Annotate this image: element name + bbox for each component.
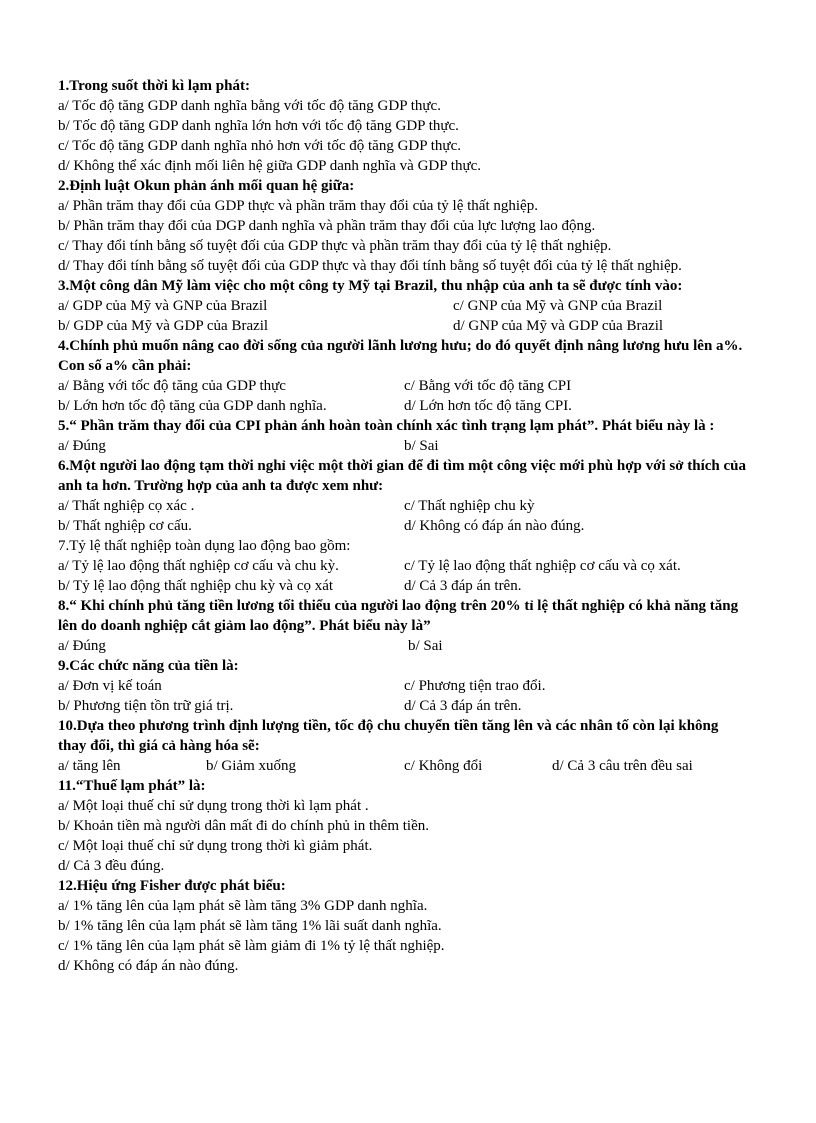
question-11-option-c: c/ Một loại thuế chỉ sử dụng trong thời kì giảm phát. (58, 838, 373, 854)
question-8-title: 8.“ Khi chính phủ tăng tiền lương tối thiểu của người lao động trên 20% tỉ lệ thất nghiệp có khả năng tăng lên do doanh nghiệp cắt giảm lao động”. Phát biểu này là” (58, 598, 739, 634)
question-8-option-b: b/ Sai (408, 638, 443, 654)
question-7-option-a: a/ Tỷ lệ lao động thất nghiệp cơ cấu và chu kỳ. (58, 558, 339, 574)
question-10-option-c: c/ Không đổi (404, 758, 483, 774)
question-11-title: 11.“Thuế lạm phát” là: (58, 778, 206, 794)
question-10-option-d: d/ Cả 3 câu trên đều sai (552, 758, 693, 774)
question-4-row-2 (58, 396, 758, 416)
question-2-option-b: b/ Phần trăm thay đổi của DGP danh nghĩa và phần trăm thay đổi của lực lượng lao động. (58, 218, 596, 234)
question-6-row-1 (58, 496, 758, 516)
question-9-option-c: c/ Phương tiện trao đổi. (404, 678, 546, 694)
question-11-option-b: b/ Khoản tiền mà người dân mất đi do chính phủ in thêm tiền. (58, 818, 430, 834)
question-9-row-1 (58, 676, 758, 696)
question-9-title: 9.Các chức năng của tiền là: (58, 658, 239, 674)
question-6-option-d: d/ Không có đáp án nào đúng. (404, 518, 585, 534)
question-7-option-b: b/ Tỷ lệ lao động thất nghiệp chu kỳ và cọ xát (58, 578, 334, 594)
question-6-option-c: c/ Thất nghiệp chu kỳ (404, 498, 535, 514)
question-7-row-1 (58, 556, 758, 576)
question-4-option-d: d/ Lớn hơn tốc độ tăng CPI. (404, 398, 572, 414)
question-5-title: 5.“ Phần trăm thay đổi của CPI phản ánh hoàn toàn chính xác tình trạng lạm phát”. Phát biểu này là : (58, 418, 715, 434)
question-11-option-a: a/ Một loại thuế chỉ sử dụng trong thời kì lạm phát . (58, 798, 369, 814)
question-4-title: 4.Chính phủ muốn nâng cao đời sống của người lãnh lương hưu; do đó quyết định nâng lương hưu lên a%. Con số a% cần phải: (58, 338, 743, 374)
question-10-option-b: b/ Giảm xuống (206, 758, 296, 774)
question-5-option-b: b/ Sai (404, 438, 439, 454)
question-3-option-c: c/ GNP của Mỹ và GNP của Brazil (453, 298, 663, 314)
question-10-option-a: a/ tăng lên (58, 758, 121, 774)
document-page (58, 76, 758, 976)
question-2-option-d: d/ Thay đổi tính bằng số tuyệt đối của GDP thực và thay đổi tính bằng số tuyệt đối của tỷ lệ thất nghiệp. (58, 258, 682, 274)
question-7-row-2 (58, 576, 758, 596)
question-6-row-2 (58, 516, 758, 536)
question-9-option-a: a/ Đơn vị kế toán (58, 678, 162, 694)
question-7-title: 7.Tỷ lệ thất nghiệp toàn dụng lao động bao gồm: (58, 538, 351, 554)
question-12-title: 12.Hiệu ứng Fisher được phát biểu: (58, 878, 286, 894)
question-7-option-d: d/ Cả 3 đáp án trên. (404, 578, 522, 594)
question-6-title: 6.Một người lao động tạm thời nghỉ việc một thời gian để đi tìm một công việc mới phù hợp với sở thích của anh ta hơn. Trường hợp của anh ta được xem như: (58, 458, 747, 494)
question-12-option-a: a/ 1% tăng lên của lạm phát sẽ làm tăng 3% GDP danh nghĩa. (58, 898, 428, 914)
question-3-option-a: a/ GDP của Mỹ và GNP của Brazil (58, 298, 268, 314)
question-8-row (58, 636, 758, 656)
question-12-option-d: d/ Không có đáp án nào đúng. (58, 958, 239, 974)
question-11-option-d: d/ Cả 3 đều đúng. (58, 858, 165, 874)
question-1-option-c: c/ Tốc độ tăng GDP danh nghĩa nhỏ hơn với tốc độ tăng GDP thực. (58, 138, 461, 154)
question-3-option-d: d/ GNP của Mỹ và GDP của Brazil (453, 318, 664, 334)
question-4-option-b: b/ Lớn hơn tốc độ tăng của GDP danh nghĩa. (58, 398, 327, 414)
question-9-option-b: b/ Phương tiện tồn trữ giá trị. (58, 698, 234, 714)
question-12-option-c: c/ 1% tăng lên của lạm phát sẽ làm giảm đi 1% tỷ lệ thất nghiệp. (58, 938, 445, 954)
question-4-option-a: a/ Bằng với tốc độ tăng của GDP thực (58, 378, 286, 394)
question-9-option-d: d/ Cả 3 đáp án trên. (404, 698, 522, 714)
question-3-title: 3.Một công dân Mỹ làm việc cho một công ty Mỹ tại Brazil, thu nhập của anh ta sẽ được tính vào: (58, 278, 683, 294)
question-1-title: 1.Trong suốt thời kì lạm phát: (58, 78, 250, 94)
question-1-option-a: a/ Tốc độ tăng GDP danh nghĩa bằng với tốc độ tăng GDP thực. (58, 98, 441, 114)
question-9-row-2 (58, 696, 758, 716)
question-2-title: 2.Định luật Okun phản ánh mối quan hệ giữa: (58, 178, 355, 194)
question-2-option-a: a/ Phần trăm thay đổi của GDP thực và phần trăm thay đổi của tỷ lệ thất nghiệp. (58, 198, 538, 214)
question-10-title: 10.Dựa theo phương trình định lượng tiền, tốc độ chu chuyển tiền tăng lên và các nhân tố còn lại không thay đổi, thì giá cả hàng hóa sẽ: (58, 718, 719, 754)
question-6-option-b: b/ Thất nghiệp cơ cấu. (58, 518, 192, 534)
question-3-row-1 (58, 296, 758, 316)
question-4-option-c: c/ Bằng với tốc độ tăng CPI (404, 378, 572, 394)
question-7-option-c: c/ Tỷ lệ lao động thất nghiệp cơ cấu và cọ xát. (404, 558, 681, 574)
question-3-option-b: b/ GDP của Mỹ và GDP của Brazil (58, 318, 269, 334)
question-2-option-c: c/ Thay đổi tính bằng số tuyệt đối của GDP thực và phần trăm thay đổi của tỷ lệ thất nghiệp. (58, 238, 612, 254)
question-10-row (58, 756, 758, 776)
question-6-option-a: a/ Thất nghiệp cọ xác . (58, 498, 195, 514)
question-1-option-b: b/ Tốc độ tăng GDP danh nghĩa lớn hơn với tốc độ tăng GDP thực. (58, 118, 459, 134)
question-8-option-a: a/ Đúng (58, 638, 106, 654)
question-3-row-2 (58, 316, 758, 336)
question-4-row-1 (58, 376, 758, 396)
question-1-option-d: d/ Không thể xác định mối liên hệ giữa GDP danh nghĩa và GDP thực. (58, 158, 481, 174)
question-12-option-b: b/ 1% tăng lên của lạm phát sẽ làm tăng 1% lãi suất danh nghĩa. (58, 918, 442, 934)
question-5-option-a: a/ Đúng (58, 438, 106, 454)
question-5-row (58, 436, 758, 456)
